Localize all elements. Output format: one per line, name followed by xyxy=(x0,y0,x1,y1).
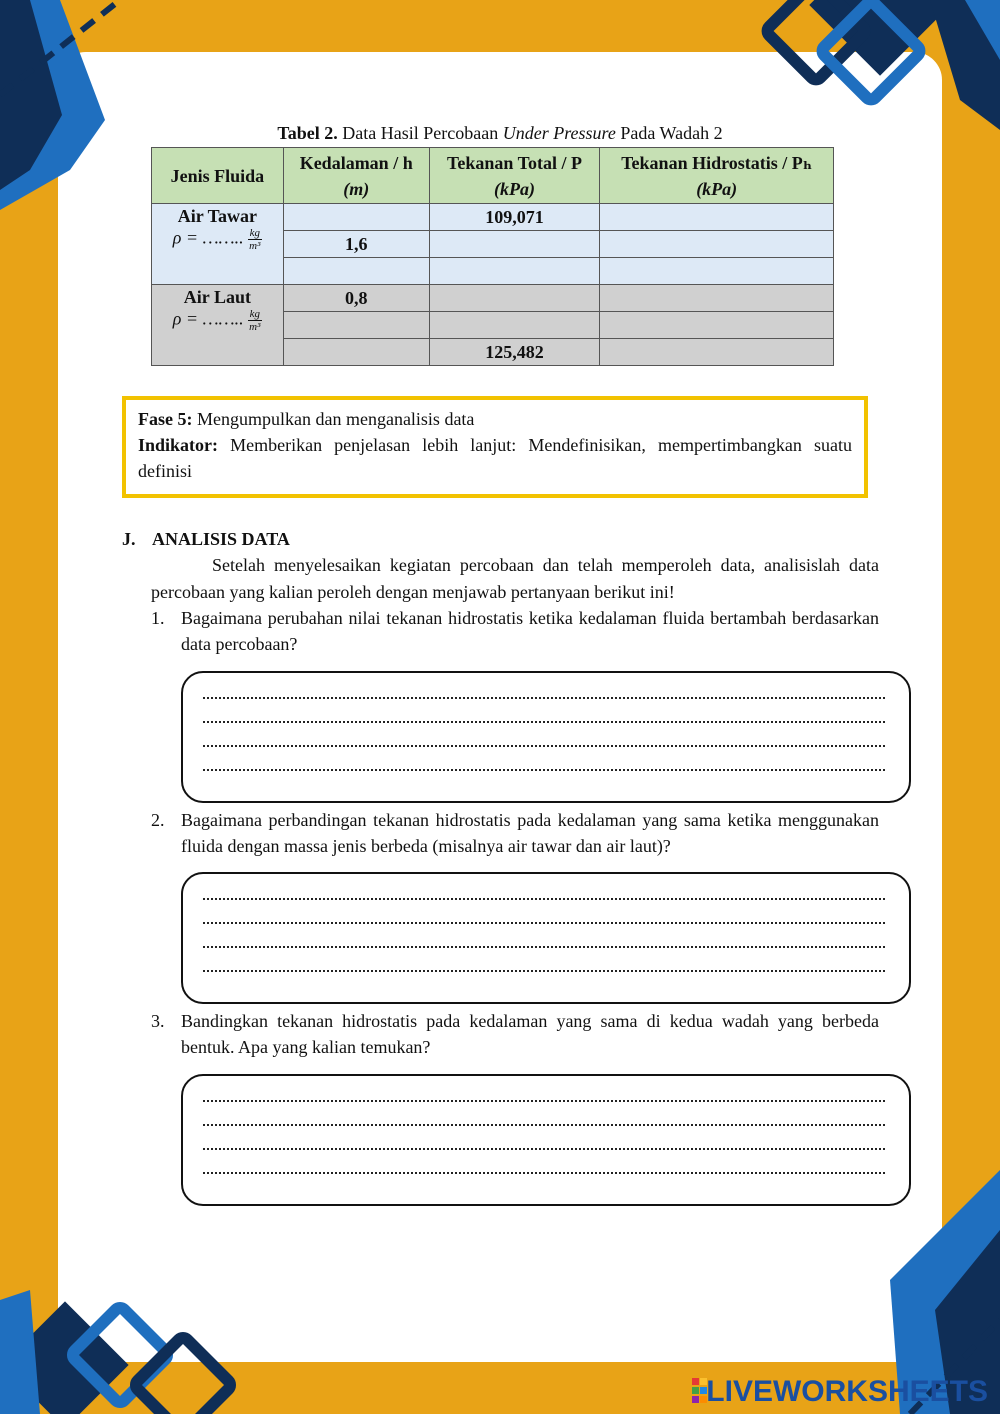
liveworksheets-brand[interactable]: LIVEWORKSHEETS xyxy=(706,1375,988,1408)
answer-line[interactable] xyxy=(203,1172,885,1174)
answer-line[interactable] xyxy=(203,970,885,972)
data-table xyxy=(151,147,834,366)
hydrostatic-cell[interactable] xyxy=(600,231,834,258)
question-1 xyxy=(151,605,879,657)
section-number: J. xyxy=(122,529,136,549)
answer-line[interactable] xyxy=(203,721,885,723)
fase-box xyxy=(122,396,868,498)
answer-line[interactable] xyxy=(203,745,885,747)
density-blank[interactable]: ρ = …….. $\frac{kg}{\text{m³}}$ xyxy=(172,308,261,333)
hydrostatic-cell[interactable] xyxy=(600,312,834,339)
indikator-label: Indikator: xyxy=(138,435,219,455)
header-tekanan-hidrostatis: Tekanan Hidrostatis / Pₕ (kPa) xyxy=(600,148,834,204)
table-row xyxy=(152,204,834,231)
fluid-cell-air-tawar xyxy=(152,204,284,285)
table-row xyxy=(152,285,834,312)
question-number: 1. xyxy=(151,608,165,628)
depth-cell[interactable]: 0,8 xyxy=(283,285,429,312)
question-number: 3. xyxy=(151,1011,165,1031)
answer-box-3[interactable] xyxy=(181,1074,911,1206)
total-pressure-cell[interactable] xyxy=(429,231,600,258)
answer-box-2[interactable] xyxy=(181,872,911,1004)
fluid-name: Air Tawar xyxy=(177,206,257,226)
depth-cell[interactable]: 1,6 xyxy=(283,231,429,258)
section-title: ANALISIS DATA xyxy=(152,529,290,549)
depth-cell[interactable] xyxy=(283,312,429,339)
indikator-text: Memberikan penjelasan lebih lanjut: Mendefinisikan, mempertimbangkan suatu definisi xyxy=(138,435,853,481)
answer-line[interactable] xyxy=(203,1148,885,1150)
fluid-name: Air Laut xyxy=(183,287,251,307)
table-header-row xyxy=(152,148,834,204)
density-blank[interactable]: ρ = …….. $\frac{kg}{\text{m³}}$ xyxy=(172,227,261,252)
question-text: Bandingkan tekanan hidrostatis pada kedalaman yang sama di kedua wadah yang berbeda bentuk. Apa yang kalian temukan? xyxy=(181,1011,879,1057)
fluid-cell-air-laut xyxy=(152,285,284,366)
header-jenis-fluida: Jenis Fluida xyxy=(152,148,284,204)
hydrostatic-cell[interactable] xyxy=(600,339,834,366)
question-number: 2. xyxy=(151,810,165,830)
depth-cell[interactable] xyxy=(283,339,429,366)
answer-line[interactable] xyxy=(203,1124,885,1126)
answer-line[interactable] xyxy=(203,898,885,900)
answer-line[interactable] xyxy=(203,769,885,771)
answer-line[interactable] xyxy=(203,1100,885,1102)
header-kedalaman: Kedalaman / h (m) xyxy=(283,148,429,204)
caption-text-after: Pada Wadah 2 xyxy=(620,123,723,143)
question-text: Bagaimana perubahan nilai tekanan hidrostatis ketika kedalaman fluida bertambah berdasarkan data percobaan? xyxy=(181,608,879,654)
depth-cell[interactable] xyxy=(283,204,429,231)
answer-line[interactable] xyxy=(203,922,885,924)
total-pressure-cell[interactable]: 109,071 xyxy=(429,204,600,231)
hydrostatic-cell[interactable] xyxy=(600,258,834,285)
fase-text: Mengumpulkan dan menganalisis data xyxy=(196,409,475,429)
header-tekanan-total: Tekanan Total / P (kPa) xyxy=(429,148,600,204)
intro-paragraph: Setelah menyelesaikan kegiatan percobaan dan telah memperoleh data, analisislah data percobaan yang kalian peroleh dengan menjawab pertanyaan berikut ini! xyxy=(151,555,879,602)
total-pressure-cell[interactable] xyxy=(429,258,600,285)
fase-label: Fase 5: xyxy=(138,409,193,429)
answer-line[interactable] xyxy=(203,946,885,948)
answer-line[interactable] xyxy=(203,697,885,699)
question-text: Bagaimana perbandingan tekanan hidrostatis pada kedalaman yang sama ketika menggunakan fluida dengan massa jenis berbeda (misalnya air tawar dan air laut)? xyxy=(181,810,879,856)
hydrostatic-cell[interactable] xyxy=(600,204,834,231)
section-heading xyxy=(122,526,290,552)
table-caption xyxy=(0,122,1000,144)
answer-box-1[interactable] xyxy=(181,671,911,803)
caption-text: Data Hasil Percobaan xyxy=(342,123,499,143)
total-pressure-cell[interactable]: 125,482 xyxy=(429,339,600,366)
hydrostatic-cell[interactable] xyxy=(600,285,834,312)
question-3 xyxy=(151,1008,879,1060)
total-pressure-cell[interactable] xyxy=(429,312,600,339)
deco-bottom-left-edge xyxy=(0,1290,40,1414)
caption-italic: Under Pressure xyxy=(502,123,616,143)
total-pressure-cell[interactable] xyxy=(429,285,600,312)
question-2 xyxy=(151,807,879,859)
deco-bottom-left-square2 xyxy=(134,1336,233,1414)
caption-label: Tabel 2. xyxy=(277,123,338,143)
depth-cell[interactable] xyxy=(283,258,429,285)
